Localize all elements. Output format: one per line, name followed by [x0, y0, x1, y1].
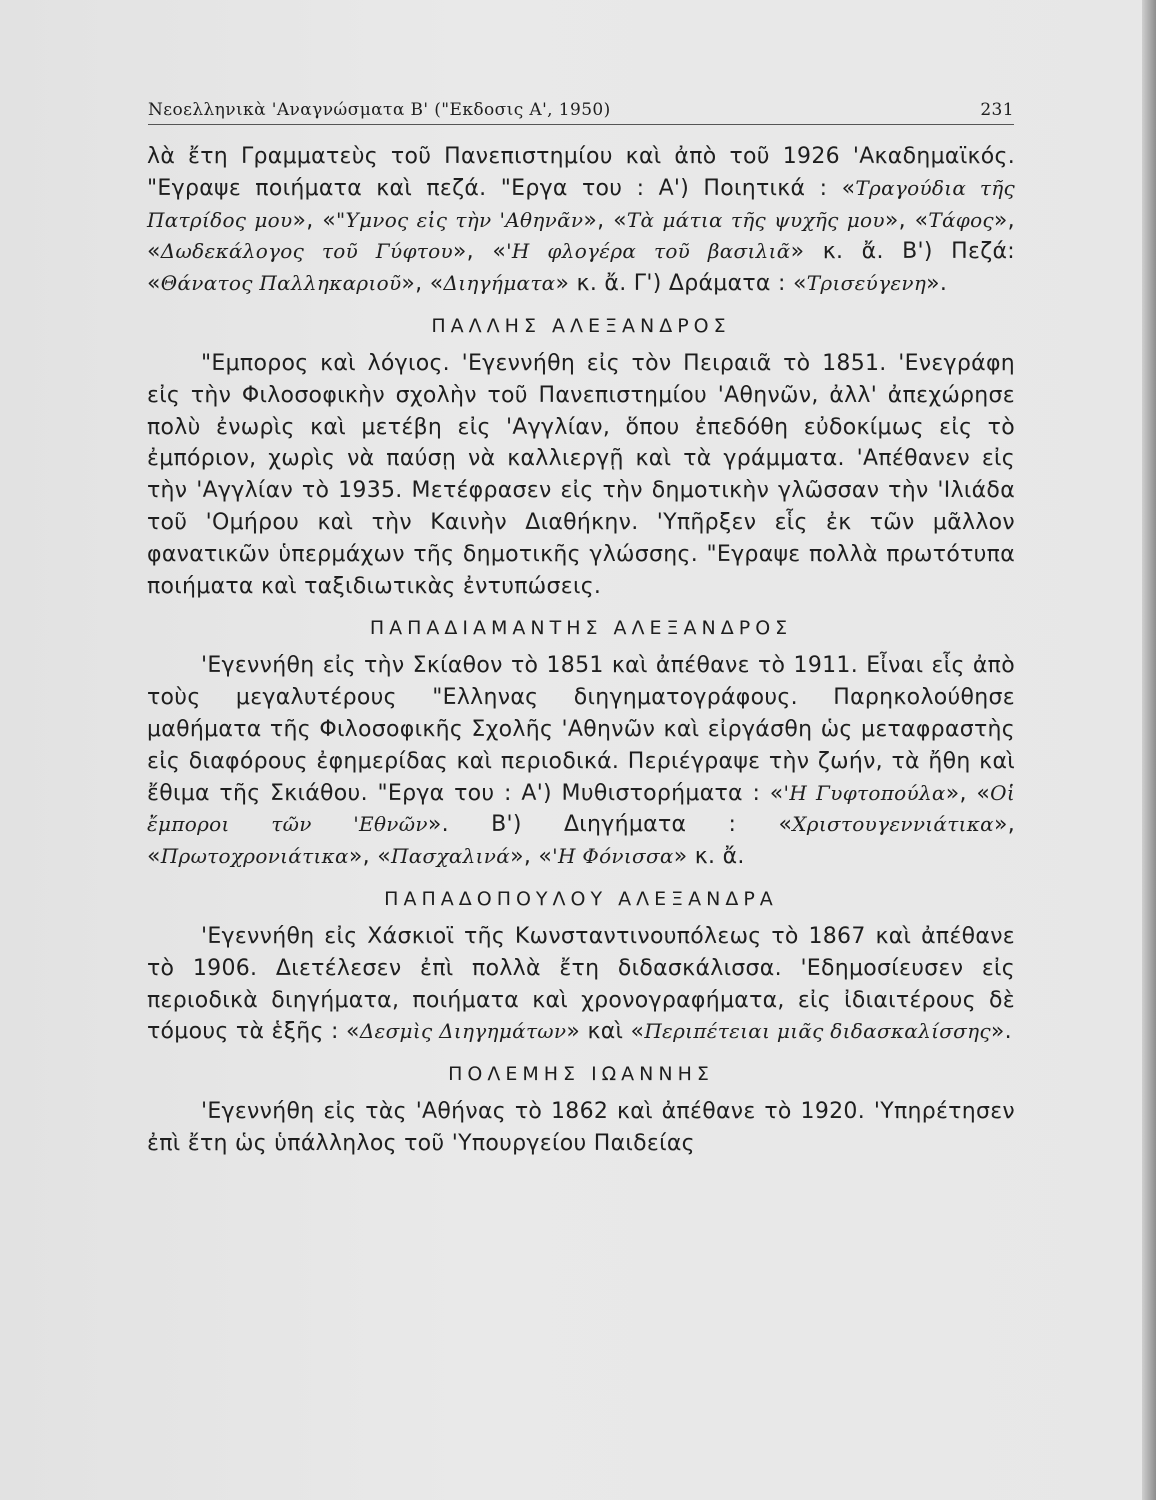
work-title: Τὰ μάτια τῆς ψυχῆς μου	[626, 207, 885, 232]
work-title: 'Η Γυφτοπούλα	[783, 780, 946, 805]
continued-paragraph: λὰ ἔτη Γραμματεὺς τοῦ Πανεπιστημίου καὶ ἀπὸ τοῦ 1926 'Ακαδημαϊκός. "Εγραψε ποιήματα καὶ πεζά. "Εργα του : Α') Ποιητικά : «Τραγούδια τῆς Πατρίδος μου», «"Υμνος εἰς τὴν 'Αθηνᾶν», «Τὰ μάτια τῆς ψυχῆς μου», «Τάφος», «Δωδεκάλογος τοῦ Γύφτου», «'Η φλογέρα τοῦ βασιλιᾶ» κ. ἄ. Β') Πεζά: «Θάνατος Παλληκαριοῦ», «Διηγήματα» κ. ἄ. Γ') Δράματα : «Τρισεύγενη».	[147, 144, 1015, 297]
section-title-papadopoulou: ΠΑΠΑΔΟΠΟΥΛΟΥ ΑΛΕΞΑΝΔΡΑ	[384, 887, 778, 910]
work-title: Περιπέτειαι μιᾶς διδασκαλίσσης	[644, 1019, 991, 1044]
biography-paragraph-polemis: 'Εγεννήθη εἰς τὰς 'Αθήνας τὸ 1862 καὶ ἀπέθανε τὸ 1920. 'Υπηρέτησεν ἐπὶ ἔτη ὡς ὑπάλληλος τοῦ 'Υπουργείου Παιδείας	[147, 1099, 1015, 1156]
work-title: Οἱ ἔμποροι τῶν 'Εθνῶν	[147, 780, 1015, 837]
work-title: Δωδεκάλογος τοῦ Γύφτου	[160, 239, 453, 264]
page-edge-shadow	[1142, 0, 1156, 1500]
page-number: 231	[980, 100, 1014, 120]
body-text	[147, 141, 1015, 1160]
work-title: 'Η Φόνισσα	[552, 844, 674, 869]
work-title: 'Η φλογέρα τοῦ βασιλιᾶ	[506, 239, 791, 264]
work-title: Πρωτοχρονιάτικα	[160, 844, 349, 869]
section-title-polemis: ΠΟΛΕΜΗΣ ΙΩΑΝΝΗΣ	[448, 1063, 714, 1086]
running-head	[148, 100, 1014, 120]
work-title: "Υμνος εἰς τὴν 'Αθηνᾶν	[335, 207, 584, 232]
biography-paragraph-papadiamantis: 'Εγεννήθη εἰς τὴν Σκίαθον τὸ 1851 καὶ ἀπέθανε τὸ 1911. Εἶναι εἷς ἀπὸ τοὺς μεγαλυτέρους "Ελληνας διηγηματογράφους. Παρηκολούθησε μαθήματα τῆς Φιλοσοφικῆς Σχολῆς 'Αθηνῶν καὶ εἰργάσθη ὡς μεταφραστὴς εἰς διαφόρους ἐφημερίδας καὶ περιοδικά. Περιέγραψε τὴν ζωήν, τὰ ἤθη καὶ ἔθιμα τῆς Σκιάθου. "Εργα του : Α') Μυθιστορήματα : «'Η Γυφτοπούλα», «Οἱ ἔμποροι τῶν 'Εθνῶν». Β') Διηγήματα : «Χριστουγεννιάτικα», «Πρωτοχρονιάτικα», «Πασχαλινά», «'Η Φόνισσα» κ. ἄ.	[147, 653, 1016, 870]
running-title: Νεοελληνικὰ 'Αναγνώσματα Β' ("Εκδοσις Α', 1950)	[148, 100, 611, 120]
header-rule	[148, 124, 1014, 125]
section-title-papadiamantis: ΠΑΠΑΔΙΑΜΑΝΤΗΣ ΑΛΕΞΑΝΔΡΟΣ	[369, 617, 793, 640]
work-title: Τρισεύγενη	[806, 271, 927, 296]
work-title: Δεσμὶς Διηγημάτων	[359, 1019, 567, 1044]
work-title: Διηγήματα	[443, 271, 556, 296]
work-title: Τραγούδια τῆς Πατρίδος μου	[147, 175, 1015, 232]
work-title: Θάνατος Παλληκαριοῦ	[160, 271, 402, 296]
section-title-pallis: ΠΑΛΛΗΣ ΑΛΕΞΑΝΔΡΟΣ	[431, 314, 731, 337]
work-title: Πασχαλινά	[390, 844, 511, 869]
biography-paragraph-pallis: "Εμπορος καὶ λόγιος. 'Εγεννήθη εἰς τὸν Πειραιᾶ τὸ 1851. 'Ενεγράφη εἰς τὴν Φιλοσοφικὴν σχολὴν τοῦ Πανεπιστημίου 'Αθηνῶν, ἀλλ' ἀπεχώρησε πολὺ ἐνωρὶς καὶ μετέβη εἰς 'Αγγλίαν, ὅπου ἐπεδόθη εὐδοκίμως εἰς τὸ ἐμπόριον, χωρὶς νὰ παύσῃ νὰ καλλιεργῇ καὶ τὰ γράμματα. 'Απέθανεν εἰς τὴν 'Αγγλίαν τὸ 1935. Μετέφρασεν εἰς τὴν δημοτικὴν γλῶσσαν τὴν 'Ιλιάδα τοῦ 'Ομήρου καὶ τὴν Καινὴν Διαθήκην. 'Υπῆρξεν εἷς ἐκ τῶν μᾶλλον φανατικῶν ὑπερμάχων τῆς δημοτικῆς γλώσσης. "Εγραψε πολλὰ πρωτότυπα ποιήματα καὶ ταξιδιωτικὰς ἐντυπώσεις.	[147, 350, 1015, 599]
work-title: Χριστουγεννιάτικα	[792, 812, 994, 837]
work-title: Τάφος	[928, 207, 994, 232]
biography-paragraph-papadopoulou: 'Εγεννήθη εἰς Χάσκιοϊ τῆς Κωνσταντινουπόλεως τὸ 1867 καὶ ἀπέθανε τὸ 1906. Διετέλεσεν ἐπὶ πολλὰ ἔτη διδασκάλισσα. 'Εδημοσίευσεν εἰς περιοδικὰ διηγήματα, ποιήματα καὶ χρονογραφήματα, εἰς ἰδιαιτέρους δὲ τόμους τὰ ἑξῆς : «Δεσμὶς Διηγημάτων» καὶ «Περιπέτειαι μιᾶς διδασκαλίσσης».	[147, 923, 1015, 1045]
